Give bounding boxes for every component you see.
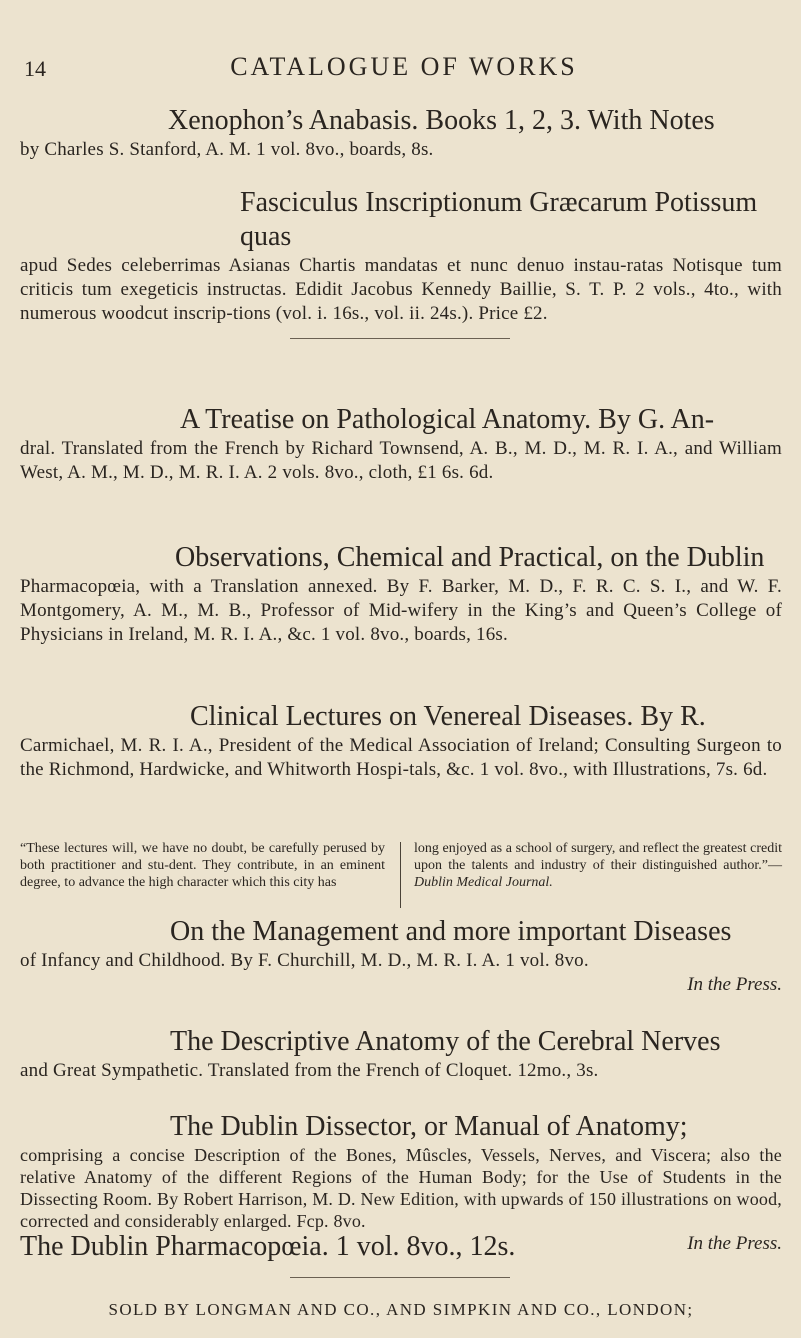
column-divider [400, 842, 401, 908]
entry-body: dral. Translated from the French by Richard Townsend, A. B., M. D., M. R. I. A., and William West, A. M., M. D., M. R. I. A. 2 vols. 8vo., cloth, £1 6s. 6d. [20, 438, 782, 483]
page-number: 14 [24, 56, 46, 81]
catalogue-entry-dublin-pharmacopoeia [20, 1230, 782, 1264]
section-rule [290, 338, 510, 339]
running-head: CATALOGUE OF WORKS [230, 52, 578, 81]
catalogue-entry-xenophon [20, 104, 782, 162]
catalogue-entry-pathological-anatomy [20, 403, 782, 485]
page-header [24, 50, 784, 90]
page-footer: SOLD BY LONGMAN AND CO., AND SIMPKIN AND CO., LONDON; [108, 1300, 694, 1319]
entry-body: of Infancy and Childhood. By F. Churchill, M. D., M. R. I. A. 1 vol. 8vo. [20, 950, 589, 971]
entry-title: The Dublin Pharmacopœia. 1 vol. 8vo., 12s. [20, 1231, 516, 1262]
review-quote-source: Dublin Medical Journal. [414, 875, 553, 890]
review-quote-right-text: long enjoyed as a school of surgery, and reflect the greatest credit upon the talents and industry of their distinguished author.”— [414, 841, 782, 873]
entry-title: The Dublin Dissector, or Manual of Anatomy; [170, 1111, 688, 1142]
section-rule [290, 1277, 510, 1278]
entry-title: Observations, Chemical and Practical, on the Dublin [175, 542, 765, 573]
entry-body: by Charles S. Stanford, A. M. 1 vol. 8vo., boards, 8s. [20, 139, 434, 160]
entry-body: Pharmacopœia, with a Translation annexed. By F. Barker, M. D., F. R. C. S. I., and W. F. Montgomery, A. M., M. B., Professor of Mid-wifery in the King’s and Queen’s College of Physicians in Ireland, M. R. I. A., &c. 1 vol. 8vo., boards, 16s. [20, 576, 782, 645]
entry-note: In the Press. [687, 1233, 782, 1254]
entry-title: Xenophon’s Anabasis. Books 1, 2, 3. With Notes [168, 105, 715, 136]
catalogue-entry-infancy [20, 915, 782, 997]
catalogue-entry-cerebral-nerves [20, 1025, 782, 1083]
catalogue-entry-clinical-lectures [20, 700, 782, 782]
entry-title: The Descriptive Anatomy of the Cerebral Nerves [170, 1026, 721, 1057]
entry-title: Fasciculus Inscriptionum Græcarum Potissum quas [240, 187, 758, 252]
entry-note: In the Press. [687, 974, 782, 995]
entry-body: apud Sedes celeberrimas Asianas Chartis mandatas et nunc denuo instau-ratas Notisque tum criticis tum exegeticis instructas. Edidit Jacobus Kennedy Baillie, S. T. P. 2 vols., 4to., with numerous woodcut inscrip-tions (vol. i. 16s., vol. ii. 24s.). Price £2. [20, 255, 782, 324]
entry-title: A Treatise on Pathological Anatomy. By G. An- [180, 404, 715, 435]
review-quote-left: “These lectures will, we have no doubt, be carefully perused by both practitioner and stu-dent. They contribute, in an eminent degree, to advance the high character which this city has [20, 841, 385, 890]
entry-title: Clinical Lectures on Venereal Diseases. By R. [190, 701, 706, 732]
entry-title: On the Management and more important Diseases [170, 916, 732, 947]
catalogue-entry-fasciculus [20, 186, 782, 326]
entry-body: Carmichael, M. R. I. A., President of the Medical Association of Ireland; Consulting Surgeon to the Richmond, Hardwicke, and Whitworth Hospi-tals, &c. 1 vol. 8vo., with Illustrations, 7s. 6d. [20, 735, 782, 780]
catalogue-entry-observations [20, 541, 782, 647]
review-quote-right [414, 840, 782, 891]
entry-body: and Great Sympathetic. Translated from the French of Cloquet. 12mo., 3s. [20, 1060, 599, 1081]
entry-body: comprising a concise Description of the Bones, Mûscles, Vessels, Nerves, and Viscera; also the relative Anatomy of the different Regions of the Human Body; for the Use of Students in the Dissecting Room. By Robert Harrison, M. D. New Edition, with upwards of 150 illustrations on wood, corrected and considerably enlarged. Fcp. 8vo. [20, 1145, 782, 1231]
